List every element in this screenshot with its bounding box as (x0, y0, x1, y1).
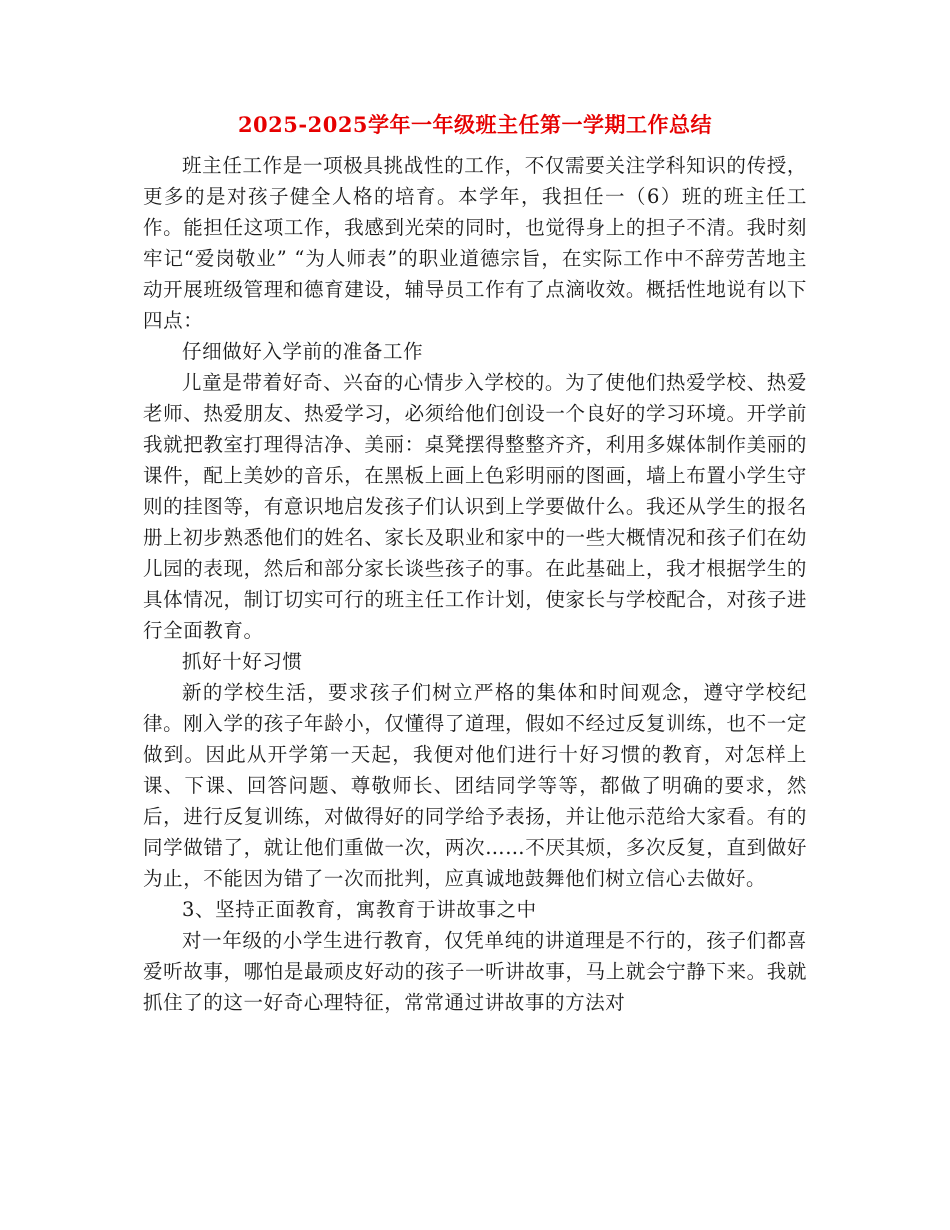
paragraph-intro: 班主任工作是一项极具挑战性的工作，不仅需要关注学科知识的传授，更多的是对孩子健全人格的培育。本学年，我担任一（6）班的班主任工作。能担任这项工作，我感到光荣的同时，也觉得身上的担子不清。我时刻牢记“爱岗敬业” “为人师表”的职业道德宗旨，在实际工作中不辞劳苦地主动开展班级管理和德育建设，辅导员工作有了点滴收效。概括性地说有以下四点： (143, 154, 807, 332)
section-heading-positive-education: 3、坚持正面教育，寓教育于讲故事之中 (182, 898, 537, 921)
paragraph-positive-education: 对一年级的小学生进行教育，仅凭单纯的讲道理是不行的，孩子们都喜爱听故事，哪怕是最顽皮好动的孩子一听讲故事，马上就会宁静下来。我就抓住了的这一好奇心理特征，常常通过讲故事的方法对 (143, 929, 807, 1014)
section-heading-preparation: 仔细做好入学前的准备工作 (182, 340, 424, 363)
paragraph-habits: 新的学校生活，要求孩子们树立严格的集体和时间观念，遵守学校纪律。刚入学的孩子年龄小，仅懂得了道理，假如不经过反复训练，也不一定做到。因此从开学第一天起，我便对他们进行十好习惯的教育，对怎样上课、下课、回答问题、尊敬师长、团结同学等等，都做了明确的要求，然后，进行反复训练，对做得好的同学给予表扬，并让他示范给大家看。有的同学做错了，就让他们重做一次，两次……不厌其烦，多次反复，直到做好为止，不能因为错了一次而批判，应真诚地鼓舞他们树立信心去做好。 (143, 681, 807, 890)
document-title: 2025-2025学年一年级班主任第一学期工作总结 (237, 112, 713, 137)
section-heading-habits: 抓好十好习惯 (182, 650, 303, 673)
paragraph-preparation: 儿童是带着好奇、兴奋的心情步入学校的。为了使他们热爱学校、热爱老师、热爱朋友、热爱学习，必须给他们创设一个良好的学习环境。开学前我就把教室打理得洁净、美丽：桌凳摆得整整齐齐，利用多媒体制作美丽的课件，配上美妙的音乐，在黑板上画上色彩明丽的图画，墙上布置小学生守则的挂图等，有意识地启发孩子们认识到上学要做什么。我还从学生的报名册上初步熟悉他们的姓名、家长及职业和家中的一些大概情况和孩子们在幼儿园的表现，然后和部分家长谈些孩子的事。在此基础上，我才根据学生的具体情况，制订切实可行的班主任工作计划，使家长与学校配合，对孩子进行全面教育。 (143, 371, 807, 642)
document-body (143, 150, 807, 1018)
